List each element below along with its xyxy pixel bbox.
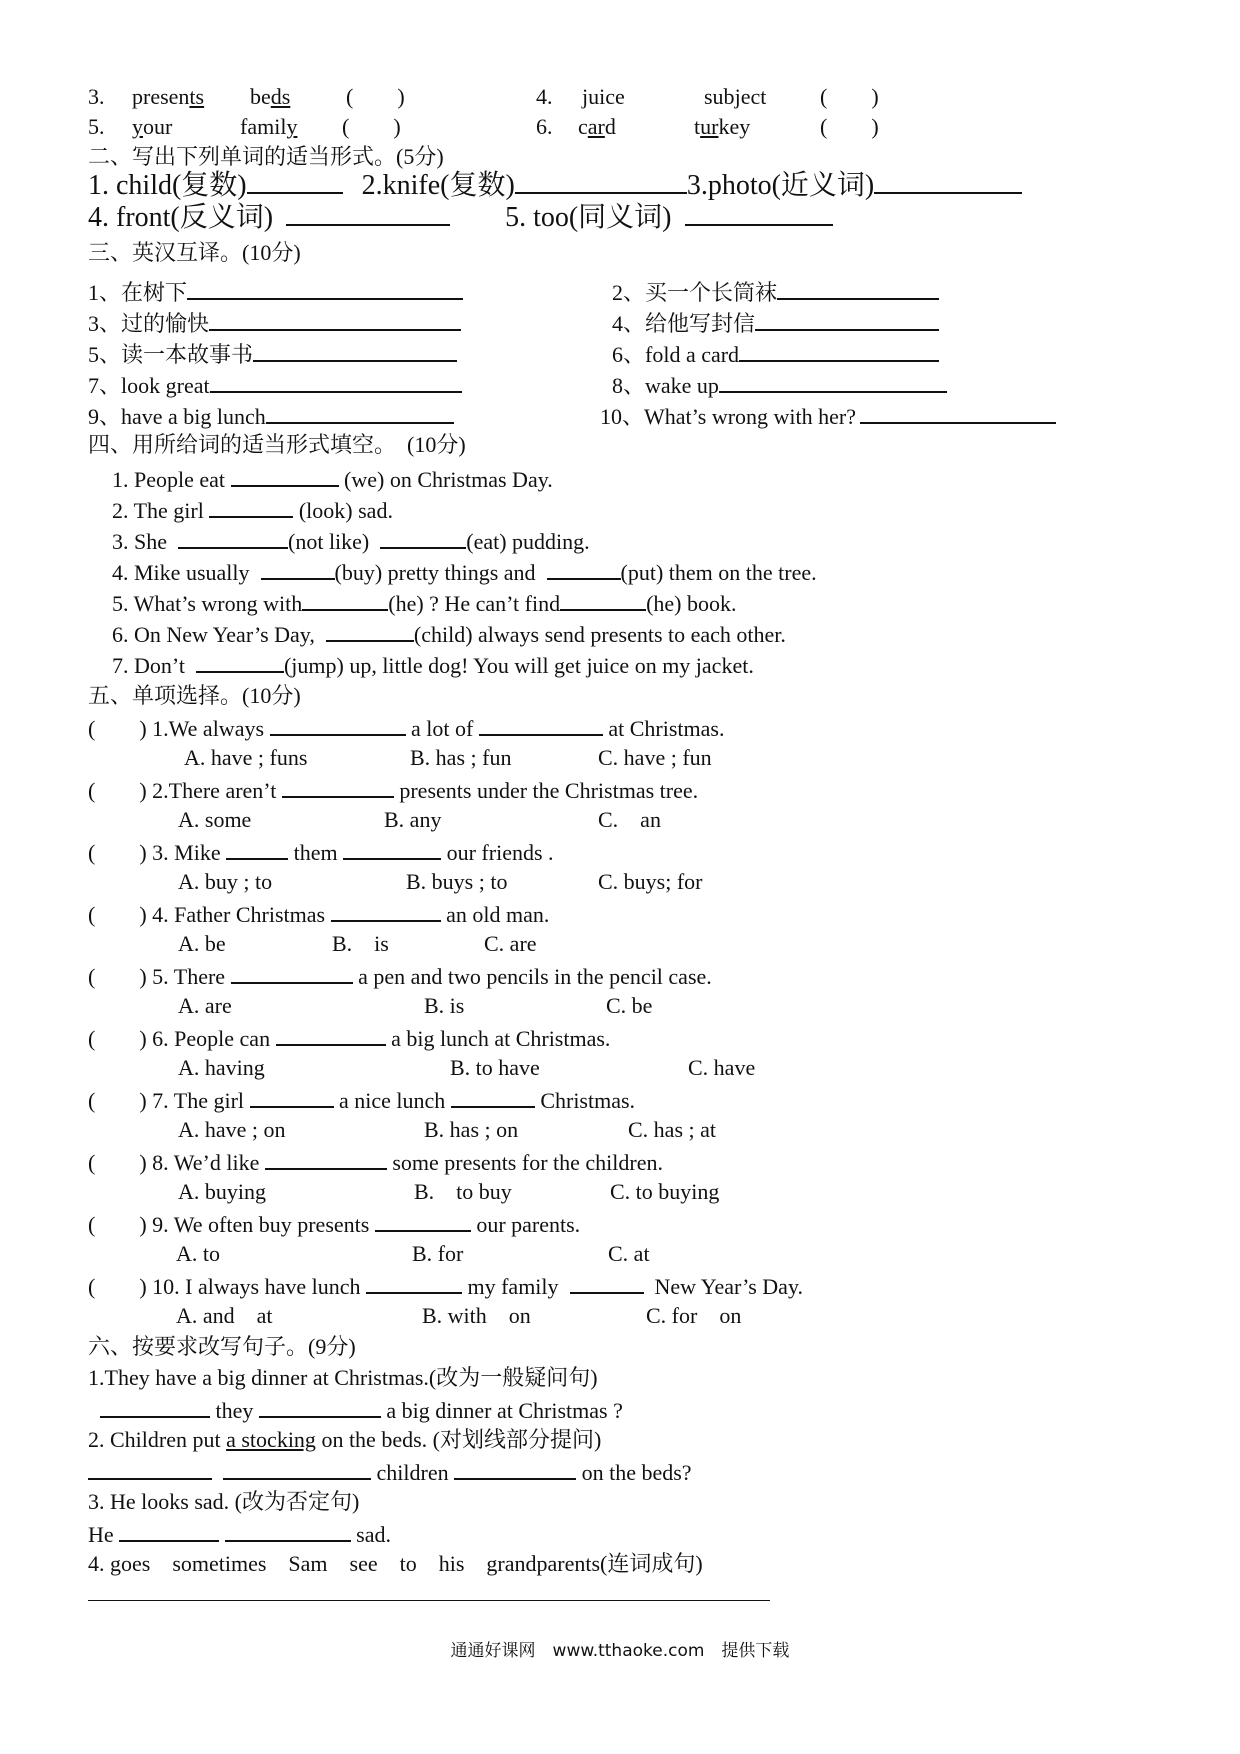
option-b[interactable]: B. buys ; to — [406, 869, 508, 894]
answer-paren[interactable]: ( ) — [88, 1212, 147, 1237]
answer-blank[interactable] — [178, 527, 288, 549]
mc-question: ( ) 5. There a pen and two pencils in the pencil case. — [88, 964, 712, 989]
answer-blank[interactable] — [209, 309, 461, 331]
p4-sentence: 4. Mike usually (buy) pretty things and (put) them on the tree. — [112, 560, 817, 585]
p3-item: 8、wake up — [612, 371, 947, 399]
answer-blank[interactable] — [719, 371, 947, 393]
answer-paren[interactable]: ( ) — [88, 1150, 147, 1175]
answer-blank[interactable] — [302, 589, 388, 611]
option-b[interactable]: B. with on — [422, 1303, 531, 1328]
mc-question: ( ) 4. Father Christmas an old man. — [88, 902, 550, 927]
option-c[interactable]: C. buys; for — [598, 869, 703, 894]
answer-blank[interactable] — [860, 402, 1056, 424]
word-juice: juice — [582, 84, 625, 109]
answer-blank[interactable] — [739, 340, 939, 362]
answer-blank[interactable] — [261, 558, 335, 580]
section-2-heading: 二、写出下列单词的适当形式。(5分) — [88, 144, 444, 169]
answer-paren[interactable]: ( ) — [88, 716, 147, 741]
mc-question: ( ) 1.We always a lot of at Christmas. — [88, 716, 725, 741]
mc-options — [176, 1303, 742, 1329]
answer-blank[interactable] — [874, 172, 1022, 194]
option-c[interactable]: C. be — [606, 993, 653, 1018]
answer-paren[interactable]: ( ) — [88, 1274, 147, 1299]
option-c[interactable]: C. an — [598, 807, 661, 832]
p6-answer-line: He sad. — [88, 1522, 391, 1547]
p4-sentence: 7. Don’t (jump) up, little dog! You will get juice on my jacket. — [112, 653, 754, 678]
answer-blank[interactable] — [247, 172, 343, 194]
option-a[interactable]: A. having — [178, 1055, 265, 1080]
answer-blank[interactable] — [547, 558, 621, 580]
mc-question: ( ) 8. We’d like some presents for the children. — [88, 1150, 663, 1175]
answer-blank[interactable] — [266, 402, 454, 424]
option-c[interactable]: C. at — [608, 1241, 650, 1266]
option-b[interactable]: B. has ; fun — [410, 745, 512, 770]
option-b[interactable]: B. has ; on — [424, 1117, 519, 1142]
p6-sentence: 3. He looks sad. (改为否定句) — [88, 1489, 360, 1514]
p3-item: 7、look great — [88, 371, 462, 399]
p3-item: 9、have a big lunch — [88, 402, 454, 430]
mc-options — [178, 993, 653, 1019]
p2-row2: 4. front(反义词) 5. too(同义词) — [88, 202, 833, 234]
section-3-heading: 三、英汉互译。(10分) — [88, 240, 301, 265]
answer-blank[interactable] — [223, 1458, 371, 1480]
option-b[interactable]: B. to have — [450, 1055, 540, 1080]
p3-item: 2、买一个长筒袜 — [612, 278, 939, 306]
option-b[interactable]: B. is — [424, 993, 465, 1018]
p6-sentence: 4. goes sometimes Sam see to his grandparents(连词成句) — [88, 1551, 703, 1576]
answer-blank[interactable] — [253, 340, 457, 362]
mc-options — [178, 931, 537, 957]
option-a[interactable]: A. have ; funs — [184, 745, 308, 770]
option-c[interactable]: C. to buying — [610, 1179, 720, 1204]
mc-options — [178, 869, 703, 895]
option-a[interactable]: A. some — [178, 807, 252, 832]
answer-paren[interactable]: ( ) — [88, 778, 147, 803]
p6-answer-line: they a big dinner at Christmas ? — [100, 1396, 623, 1424]
option-b[interactable]: B. is — [332, 931, 389, 956]
option-b[interactable]: B. for — [412, 1241, 464, 1266]
mc-options — [178, 807, 661, 833]
answer-line[interactable] — [88, 1600, 770, 1601]
mc-options — [178, 1179, 720, 1205]
section-5-heading: 五、单项选择。(10分) — [88, 683, 301, 708]
answer-blank[interactable] — [231, 465, 339, 487]
answer-blank — [479, 714, 603, 736]
option-b[interactable]: B. to buy — [414, 1179, 512, 1204]
answer-paren[interactable]: ( ) — [88, 1088, 147, 1113]
p6-answer-line: children on the beds? — [88, 1458, 692, 1486]
answer-paren[interactable]: ( ) — [88, 902, 147, 927]
p4-sentence: 5. What’s wrong with (he) ? He can’t find (he) book. — [112, 591, 737, 616]
answer-blank[interactable] — [209, 496, 293, 518]
mc-question: ( ) 2.There aren’t presents under the Christmas tree. — [88, 778, 699, 803]
q6-row: 6. card turkey ( ) — [536, 114, 879, 139]
section-4-heading: 四、用所给词的适当形式填空。 (10分) — [88, 432, 466, 457]
p3-item: 3、过的愉快 — [88, 309, 461, 337]
option-a[interactable]: A. buy ; to — [178, 869, 273, 894]
mc-question: ( ) 9. We often buy presents our parents. — [88, 1212, 581, 1237]
answer-blank[interactable] — [515, 172, 687, 194]
answer-blank[interactable] — [326, 620, 414, 642]
word-your: your — [132, 114, 173, 139]
p3-item: 1、在树下 — [88, 278, 463, 306]
p3-item: 10、What’s wrong with her? — [600, 402, 1056, 430]
option-a[interactable]: A. to — [176, 1241, 220, 1266]
answer-blank[interactable] — [560, 589, 646, 611]
q3-row: 3. presents beds ( ) — [88, 84, 405, 109]
word-turkey: turkey — [694, 114, 751, 139]
footer-text: 通通好课网 www.tthaoke.com 提供下载 — [450, 1641, 790, 1661]
answer-blank[interactable] — [685, 204, 833, 226]
answer-blank[interactable] — [196, 651, 284, 673]
answer-blank[interactable] — [210, 371, 462, 393]
answer-paren[interactable]: ( ) — [342, 114, 401, 139]
answer-blank[interactable] — [777, 278, 939, 300]
option-c[interactable]: C. have — [688, 1055, 756, 1080]
word-beds: beds — [250, 84, 291, 109]
answer-blank[interactable] — [88, 1458, 212, 1480]
answer-paren[interactable]: ( ) — [88, 1026, 147, 1051]
answer-blank[interactable] — [225, 1520, 351, 1542]
answer-blank[interactable] — [755, 309, 939, 331]
answer-paren[interactable]: ( ) — [820, 114, 879, 139]
section-6-heading: 六、按要求改写句子。(9分) — [88, 1334, 356, 1359]
option-c[interactable]: C. have ; fun — [598, 745, 712, 770]
p2-row1: 1. child(复数) 2.knife(复数) 3.photo(近义词) — [88, 170, 1022, 202]
p4-sentence: 3. She (not like) (eat) pudding. — [112, 529, 590, 554]
option-a[interactable]: A. and at — [176, 1303, 273, 1328]
mc-options — [176, 1241, 650, 1267]
p4-sentence: 1. People eat (we) on Christmas Day. — [112, 467, 553, 492]
p3-item: 6、fold a card — [612, 340, 939, 368]
option-a[interactable]: A. be — [178, 931, 226, 956]
mc-question: ( ) 3. Mike them our friends . — [88, 840, 554, 865]
answer-paren[interactable]: ( ) — [820, 84, 879, 109]
p3-item: 4、给他写封信 — [612, 309, 939, 337]
answer-blank[interactable] — [259, 1396, 381, 1418]
p4-sentence: 6. On New Year’s Day, (child) always send presents to each other. — [112, 622, 786, 647]
answer-paren[interactable]: ( ) — [88, 840, 147, 865]
mc-options — [178, 1117, 716, 1143]
word-card: card — [578, 114, 616, 139]
answer-blank[interactable] — [454, 1458, 576, 1480]
option-a[interactable]: A. have ; on — [178, 1117, 286, 1142]
answer-blank[interactable] — [100, 1396, 210, 1418]
answer-blank — [270, 714, 406, 736]
answer-blank[interactable] — [380, 527, 466, 549]
answer-blank[interactable] — [119, 1520, 219, 1542]
option-a[interactable]: A. are — [178, 993, 232, 1018]
p6-sentence: 2. Children put a stocking on the beds. (对划线部分提问) — [88, 1427, 602, 1452]
p6-sentence: 1.They have a big dinner at Christmas.(改为一般疑问句) — [88, 1365, 598, 1390]
mc-options — [184, 745, 712, 771]
mc-question: ( ) 6. People can a big lunch at Christmas. — [88, 1026, 611, 1051]
answer-paren[interactable]: ( ) — [346, 84, 405, 109]
mc-question: ( ) 10. I always have lunch my family New Year’s Day. — [88, 1274, 804, 1299]
mc-question: ( ) 7. The girl a nice lunch Christmas. — [88, 1088, 636, 1113]
option-c[interactable]: C. are — [484, 931, 537, 956]
option-c[interactable]: C. for on — [646, 1303, 742, 1328]
answer-blank[interactable] — [286, 204, 450, 226]
word-subject: subject — [704, 84, 767, 109]
q4-row: 4. juice subject ( ) — [536, 84, 879, 109]
answer-paren[interactable]: ( ) — [88, 964, 147, 989]
mc-options — [178, 1055, 756, 1081]
answer-blank[interactable] — [187, 278, 463, 300]
p3-item: 5、读一本故事书 — [88, 340, 457, 368]
option-b[interactable]: B. any — [384, 807, 442, 832]
q5-row: 5. your family ( ) — [88, 114, 401, 139]
option-a[interactable]: A. buying — [178, 1179, 266, 1204]
option-c[interactable]: C. has ; at — [628, 1117, 716, 1142]
p4-sentence: 2. The girl (look) sad. — [112, 498, 393, 523]
word-presents: presents — [132, 84, 205, 109]
word-family: family — [240, 114, 298, 139]
